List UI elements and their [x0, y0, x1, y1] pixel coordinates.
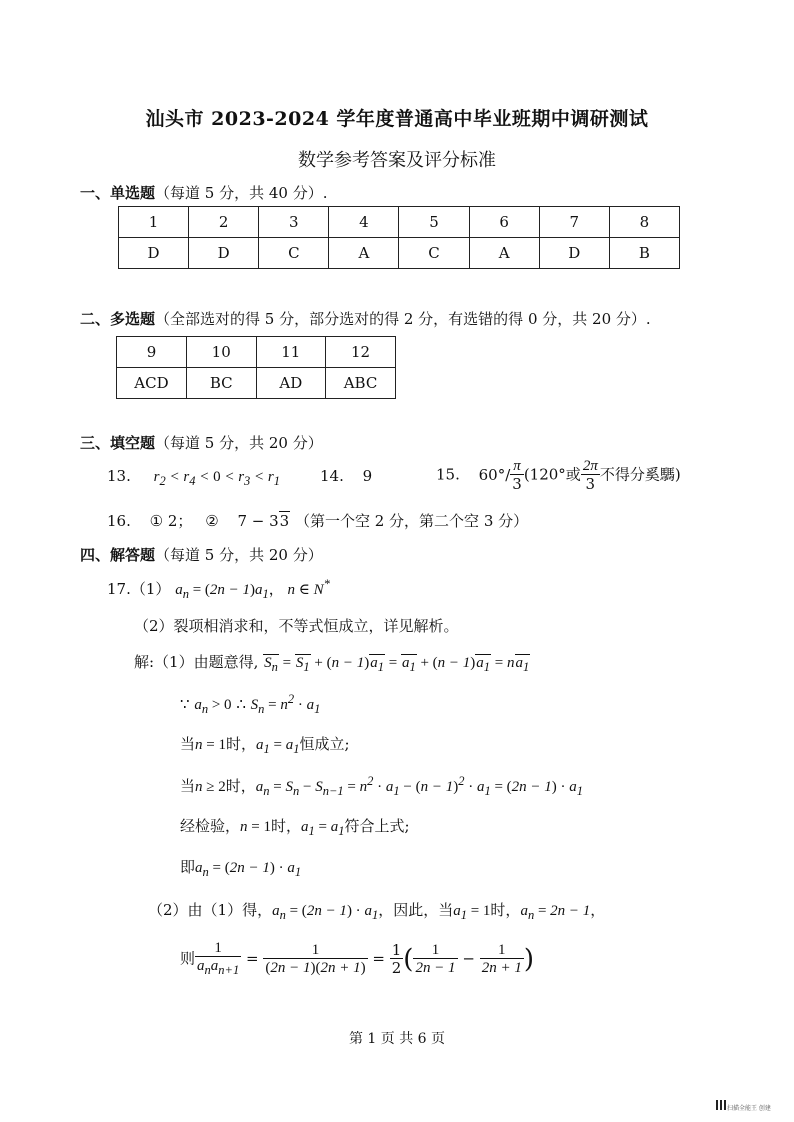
- section3-note: （每道 5 分，共 20 分）: [155, 434, 323, 452]
- word-fits: 符合上式;: [344, 817, 410, 835]
- table-row: [119, 207, 680, 238]
- table-row: [119, 238, 680, 269]
- solution-part2-step-2: 则 $\frac{1}{a_na_{n+1}}$ = $\frac{1}{(2n - 1)(2n + 1)}$ = $\frac{1}{2}$ ( $\frac{1}{2n - 1}$ − $\frac{1}{2n + 1}$ ): [180, 940, 534, 977]
- multi-choice-answer-table: [116, 336, 396, 399]
- therefore-symbol: ∴: [236, 695, 246, 713]
- q17-part2-summary: （2）裂项相消求和，不等式恒成立，详见解析。: [134, 617, 459, 635]
- word-shi: 时，: [225, 777, 256, 795]
- scanner-watermark: 扫描全能王 创建: [727, 1105, 771, 1112]
- question-number: 16.: [107, 512, 131, 530]
- table-cell: 5: [399, 207, 469, 238]
- section4-note: （每道 5 分，共 20 分）: [155, 546, 323, 564]
- solution-step-6: 即$a_n = (2n - 1) \cdot a_1$: [180, 858, 302, 879]
- section4-label: 四、解答题: [80, 546, 156, 564]
- question-number: 17.（1）: [107, 580, 171, 598]
- table-row: [117, 337, 396, 368]
- solution-step-2: ∵ $a_n > 0$ ∴ $S_n = n^2 \cdot a_1$: [180, 692, 321, 716]
- section2-label: 二、多选题: [80, 310, 156, 328]
- table-cell: 10: [186, 337, 256, 368]
- since-symbol: ∵: [180, 695, 190, 713]
- table-cell: 4: [329, 207, 399, 238]
- answer-14: [320, 467, 372, 485]
- section3-label: 三、填空题: [80, 434, 156, 452]
- table-cell: 12: [326, 337, 396, 368]
- solution-label: 解:（1）由题意得,: [134, 653, 259, 671]
- document-title: 汕头市 2023-2024 学年度普通高中毕业班期中调研测试: [145, 108, 649, 130]
- section3-heading: [80, 432, 323, 453]
- table-cell: ACD: [117, 368, 187, 399]
- answer-value: 9: [362, 467, 373, 485]
- solution-step-3: 当n = 1时，$a_1 = a_1$恒成立;: [180, 735, 350, 756]
- answer-value: 2；: [167, 512, 193, 530]
- pi-over-3-fraction: $\frac{\pi}{3}$: [512, 458, 522, 493]
- table-cell: D: [189, 238, 259, 269]
- table-cell: 11: [256, 337, 326, 368]
- table-row: [117, 368, 396, 399]
- answer-13: 13. $r_2 < r_4 < 0 < r_3 < r_1$: [107, 467, 281, 488]
- table-cell: 9: [117, 337, 187, 368]
- fraction: $\frac{1}{2n - 1}$: [415, 942, 456, 976]
- table-cell: BC: [186, 368, 256, 399]
- fraction: $\frac{1}{2n + 1}$: [481, 942, 522, 976]
- section1-note: （每道 5 分，共 40 分）.: [155, 184, 328, 202]
- scoring-note: （第一个空 2 分，第二个空 3 分）: [294, 512, 529, 530]
- question-number: 13.: [107, 467, 131, 485]
- word-when: 当: [180, 735, 196, 753]
- document-subtitle: 数学参考答案及评分标准: [298, 150, 496, 171]
- answer-alt: (120°或: [523, 465, 581, 484]
- table-cell: 3: [259, 207, 329, 238]
- single-choice-answer-table: [118, 206, 680, 269]
- table-cell: A: [469, 238, 539, 269]
- fraction: $\frac{1}{a_na_{n+1}}$: [197, 940, 240, 977]
- qr-code-icon: [716, 1100, 726, 1110]
- answer-16: 16. ① 2； ② 7 − 33 （第一个空 2 分，第二个空 3 分）: [107, 512, 529, 530]
- part2-therefore: ，因此，当: [378, 901, 454, 919]
- section1-heading: [80, 182, 328, 203]
- answer-prefix: 60°/: [478, 465, 511, 484]
- table-cell: D: [539, 238, 609, 269]
- part2-intro: （2）由（1）得，: [148, 901, 273, 919]
- circled-two: ②: [205, 512, 219, 530]
- section4-heading: [80, 544, 323, 565]
- solution-step-4: 当n ≥ 2时，$a_n = S_n - S_{n-1} = n^2 \cdot a_1 - (n - 1)^2 \cdot a_1 = (2n - 1) \cdot a_1$: [180, 774, 584, 798]
- table-cell: C: [259, 238, 329, 269]
- page-number: 第 1 页 共 6 页: [348, 1031, 446, 1047]
- answer-suffix: 不得分奚騳): [599, 465, 681, 484]
- section2-heading: [80, 308, 651, 329]
- table-cell: B: [609, 238, 679, 269]
- section1-label: 一、单选题: [80, 184, 156, 202]
- circled-one: ①: [149, 512, 164, 530]
- solution-step-1: 解:（1）由题意得, $S_n = S_1 + (n - 1)a_1 = a_1 + (n - 1)a_1 = na_1$: [134, 653, 530, 674]
- table-cell: ABC: [326, 368, 396, 399]
- table-cell: 2: [189, 207, 259, 238]
- table-cell: 1: [119, 207, 189, 238]
- word-ji: 即: [180, 858, 196, 876]
- word-check: 经检验，: [180, 817, 241, 835]
- word-shi: 时，: [490, 901, 521, 919]
- solution-part2-step-1: （2）由（1）得，$a_n = (2n - 1) \cdot a_1$，因此，当$a_1 = 1$时，$a_n = 2n - 1$，: [148, 901, 606, 922]
- word-always: 恒成立;: [299, 735, 350, 753]
- question-number: 14.: [320, 467, 344, 485]
- table-cell: 6: [469, 207, 539, 238]
- table-cell: C: [399, 238, 469, 269]
- q17-part1-answer: 17.（1） $a_n = (2n - 1)a_1$， n ∈ N*: [107, 577, 330, 601]
- word-when: 当: [180, 777, 196, 795]
- word-shi: 时，: [225, 735, 256, 753]
- table-cell: 7: [539, 207, 609, 238]
- question-number: 15.: [436, 465, 460, 484]
- fraction: $\frac{1}{2}$: [391, 941, 402, 977]
- two-pi-over-3-fraction: $\frac{2\pi}{3}$: [582, 458, 598, 493]
- table-cell: A: [329, 238, 399, 269]
- word-shi: 时，: [270, 817, 301, 835]
- solution-step-5: 经检验，n = 1时，$a_1 = a_1$符合上式;: [180, 817, 410, 838]
- answer-15: [436, 458, 681, 493]
- word-ze: 则: [180, 949, 196, 968]
- fraction: $\frac{1}{(2n - 1)(2n + 1)}$: [265, 942, 366, 976]
- table-cell: D: [119, 238, 189, 269]
- table-cell: AD: [256, 368, 326, 399]
- section2-note: （全部选对的得 5 分，部分选对的得 2 分，有选错的得 0 分，共 20 分）.: [155, 310, 651, 328]
- table-cell: 8: [609, 207, 679, 238]
